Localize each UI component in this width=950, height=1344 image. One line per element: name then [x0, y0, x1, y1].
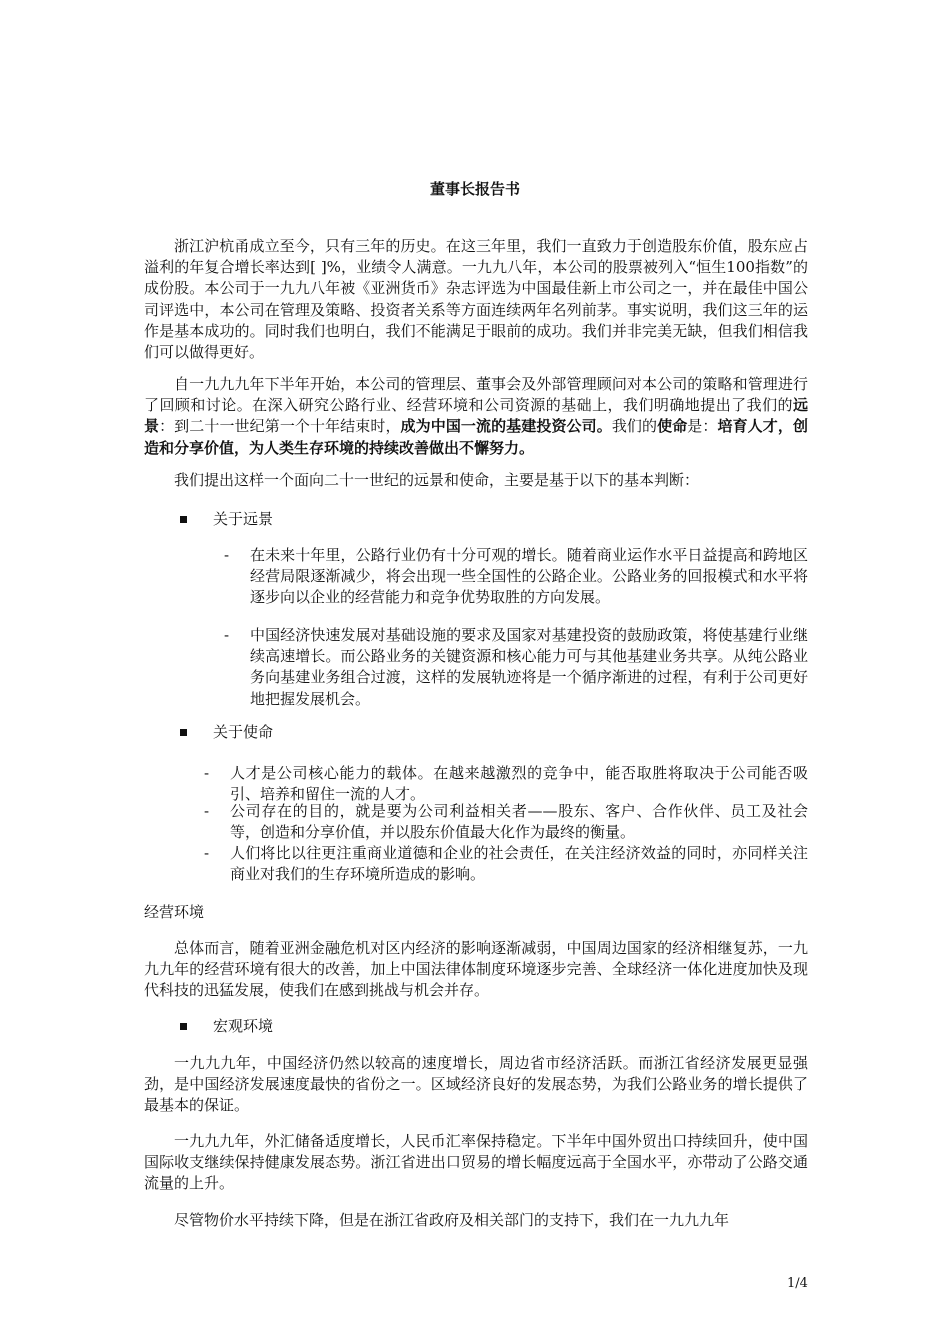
square-bullet-icon: [180, 1023, 187, 1030]
page-number: 1/4: [787, 1276, 808, 1291]
p2-text-g: 是：: [687, 417, 718, 436]
vision-item-2: 中国经济快速发展对基础设施的要求及国家对基建投资的鼓励政策，将使基建行业继续高速增长。而公路业务的关键资源和核心能力可与其他基建业务共享。从纯公路业务向基建业务组合过渡，这样的发展轨迹将是一个循序渐进的过程，有利于公司更好地把握发展机会。: [250, 626, 808, 708]
environment-paragraph-4: 尽管物价水平持续下降，但是在浙江省政府及相关部门的支持下，我们在一九九九年: [174, 1211, 730, 1229]
environment-paragraph-3: 一九九九年，外汇储备适度增长，人民币汇率保持稳定。下半年中国外贸出口持续回升，使中国国际收支继续保持健康发展态势。浙江省进出口贸易的增长幅度远高于全国水平，亦带动了公路交通流量的上升。: [144, 1132, 808, 1193]
mission-term: 使命: [657, 417, 688, 436]
p2-text-a: 自一九九九年下半年开始，本公司的管理层、董事会及外部管理顾问对本公司的策略和管理进行了回顾和讨论。在深入研究公路行业、经营环境和公司资源的基础上，我们明确地提出了我们的: [144, 375, 808, 415]
mission-statement: 培育人才，创造和分享价值，为人类生存环境的持续改善做出不懈努力。: [144, 417, 808, 457]
mission-bullet: [180, 722, 273, 743]
vision-term: 远景: [144, 396, 808, 436]
dash-bullet-icon: -: [224, 626, 230, 644]
list-item: [224, 545, 808, 609]
section-heading: 经营环境: [144, 903, 205, 921]
list-item: [204, 763, 808, 805]
vision-heading: 关于远景: [213, 510, 274, 528]
vision-bullet: [180, 509, 273, 530]
environment-paragraph-1: 总体而言，随着亚洲金融危机对区内经济的影响逐渐减弱，中国周边国家的经济相继复苏，一九九九年的经营环境有很大的改善，加上中国法律体制度环境逐步完善、全球经济一体化进度加快及现代科技的迅猛发展，使我们在感到挑战与机会并存。: [144, 939, 808, 1000]
list-item: [204, 843, 808, 885]
dash-bullet-icon: -: [204, 802, 210, 820]
intro-paragraph-3: 我们提出这样一个面向二十一世纪的远景和使命，主要是基于以下的基本判断：: [174, 471, 700, 489]
mission-item-1: 人才是公司核心能力的载体。在越来越激烈的竞争中，能否取胜将取决于公司能否吸引、培养和留住一流的人才。: [230, 764, 808, 804]
intro-paragraph-2: [144, 374, 808, 459]
list-item: [204, 801, 808, 843]
list-item: [224, 625, 808, 710]
mission-heading: 关于使命: [213, 723, 274, 741]
environment-paragraph-2: 一九九九年，中国经济仍然以较高的速度增长，周边省市经济活跃。而浙江省经济发展更显强劲，是中国经济发展速度最快的省份之一。区域经济良好的发展态势，为我们公路业务的增长提供了最基本的保证。: [144, 1054, 808, 1115]
square-bullet-icon: [180, 516, 187, 523]
macro-heading: 宏观环境: [213, 1017, 274, 1035]
intro-paragraph-1: 浙江沪杭甬成立至今，只有三年的历史。在这三年里，我们一直致力于创造股东价值，股东应占溢利的年复合增长率达到[ ]%，业绩令人满意。一九九八年，本公司的股票被列入“恒生100指数”的成份股。本公司于一九九八年被《亚洲货币》杂志评选为中国最佳新上市公司之一，并在最佳中国公司评选中，本公司在管理及策略、投资者关系等方面连续两年名列前茅。事实说明，我们这三年的运作是基本成功的。同时我们也明白，我们不能满足于眼前的成功。我们并非完美无缺，但我们相信我们可以做得更好。: [144, 237, 808, 362]
macro-bullet: [180, 1016, 273, 1037]
mission-item-2: 公司存在的目的，就是要为公司利益相关者——股东、客户、合作伙伴、员工及社会等，创造和分享价值，并以股东价值最大化作为最终的衡量。: [230, 802, 808, 842]
vision-statement: 成为中国一流的基建投资公司。: [400, 417, 612, 436]
page-title: 董事长报告书: [429, 180, 520, 198]
mission-item-3: 人们将比以往更注重商业道德和企业的社会责任，在关注经济效益的同时，亦同样关注商业对我们的生存环境所造成的影响。: [230, 844, 808, 884]
p2-text-c: ：到二十一世纪第一个十年结束时，: [159, 417, 401, 436]
dash-bullet-icon: -: [204, 844, 210, 862]
p2-text-e: 我们的: [611, 417, 658, 436]
dash-bullet-icon: -: [204, 764, 210, 782]
vision-item-1: 在未来十年里，公路行业仍有十分可观的增长。随着商业运作水平日益提高和跨地区经营局限逐渐减少，将会出现一些全国性的公路企业。公路业务的回报模式和水平将逐步向以企业的经营能力和竞争优势取胜的方向发展。: [250, 546, 808, 607]
square-bullet-icon: [180, 729, 187, 736]
dash-bullet-icon: -: [224, 546, 230, 564]
